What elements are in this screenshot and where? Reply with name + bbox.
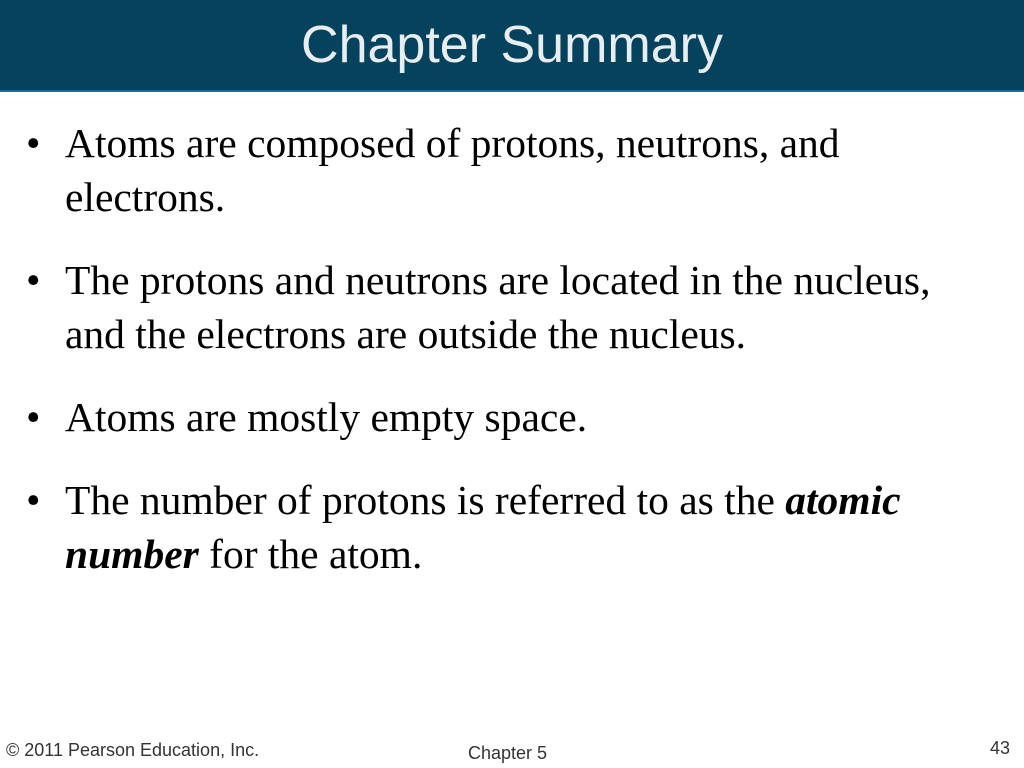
bullet-text-before: The number of protons is referred to as the [65,477,786,523]
atomic-number-term: atomic number [65,477,901,577]
bullet-text: Atoms are mostly empty space. [65,394,588,440]
bullet-marker: • [26,394,41,440]
summary-bullet-1 [24,116,999,224]
bullet-text: Atoms are composed of protons, neutrons, and electrons. [65,120,840,220]
bullet-marker: • [26,477,41,523]
bullet-marker: • [26,120,41,166]
bullet-marker: • [26,257,41,303]
summary-bullet-3 [24,390,999,444]
slide-title: Chapter Summary [301,16,723,74]
copyright-notice: © 2011 Pearson Education, Inc. [6,740,260,760]
summary-bullet-4 [24,473,999,581]
slide-number: 43 [990,738,1011,758]
bullet-text-after: for the atom. [198,531,423,577]
slide-header [0,0,1024,92]
chapter-label: Chapter 5 [468,743,548,763]
summary-bullet-list [24,116,999,610]
bullet-text: The protons and neutrons are located in the nucleus, and the electrons are outside the nucleus. [65,257,931,357]
summary-bullet-2 [24,253,999,361]
